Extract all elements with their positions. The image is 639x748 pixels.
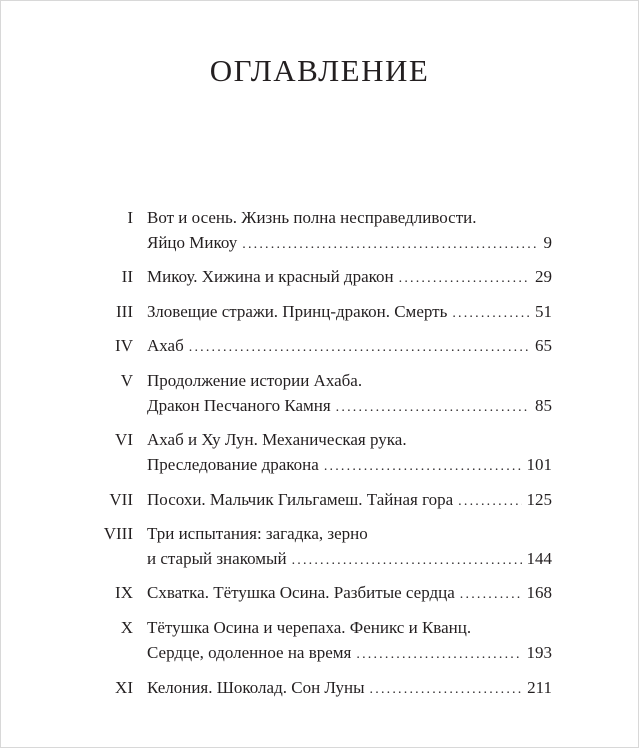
dot-leader [189,336,530,360]
page-number: 51 [535,302,552,321]
chapter-title-text: Преследование дракона [147,455,319,474]
chapter-title-line: Три испытания: загадка, зерно [147,524,368,543]
chapter-title-text: Сердце, одоленное на время [147,643,352,662]
dot-leader [452,302,530,326]
chapter-title-line [147,641,552,667]
chapter-number: VIII [103,524,133,543]
chapter-title-line [147,265,552,291]
chapter-title-text: Дракон Песчаного Камня [147,396,331,415]
page-number: 9 [543,233,552,252]
page-number: 144 [526,549,552,568]
dot-leader [458,490,521,514]
chapter-title-line [147,453,552,479]
chapter-number: VI [115,430,133,449]
chapter-title-text: Микоу. Хижина и красный дракон [147,267,394,286]
page-number: 65 [535,336,552,355]
chapter-title-line [147,676,552,702]
chapter-title-text: Келония. Шоколад. Сон Луны [147,678,365,697]
chapter-title-line [147,394,552,420]
dot-leader [292,549,522,573]
page-number: 193 [526,643,552,662]
chapter-title-line: Вот и осень. Жизнь полна несправедливости. [147,208,477,227]
chapter-title-text: Посохи. Мальчик Гильгамеш. Тайная гора [147,490,454,509]
dot-leader [399,267,530,291]
chapter-title-text: Схватка. Тётушка Осина. Разбитые сердца [147,583,455,602]
chapter-title-text: Зловещие стражи. Принц-дракон. Смерть [147,302,448,321]
dot-leader [460,583,522,607]
chapter-title-line: Ахаб и Ху Лун. Механическая рука. [147,430,407,449]
chapter-title-line: Продолжение истории Ахаба. [147,371,363,390]
page-number: 101 [526,455,552,474]
chapter-number: XI [115,678,133,697]
chapter-title-text: Яйцо Микоу [147,233,238,252]
chapter-number: II [121,267,133,286]
page-number: 125 [526,490,552,509]
page-number: 85 [535,396,552,415]
chapter-number: III [116,302,133,321]
chapter-title-line [147,581,552,607]
page-number: 168 [526,583,552,602]
page-number: 211 [527,678,552,697]
chapter-number: X [120,618,133,637]
chapter-title-line [147,300,552,326]
chapter-title-text: Ахаб [147,336,184,355]
page-number: 29 [535,267,552,286]
dot-leader [336,396,530,420]
page-title: ОГЛАВЛЕНИЕ [209,53,430,88]
chapter-title-line [147,488,552,514]
chapter-number: V [120,371,133,390]
chapter-number: IX [115,583,133,602]
chapter-title-text: и старый знакомый [147,549,287,568]
chapter-number: I [127,208,133,227]
chapter-number: VII [109,490,133,509]
chapter-title-line [147,231,552,257]
dot-leader [356,643,521,667]
dot-leader [324,455,522,479]
chapter-title-line [147,334,552,360]
chapter-title-line: Тётушка Осина и черепаха. Феникс и Кванц. [147,618,472,637]
dot-leader [370,678,523,702]
dot-leader [242,233,538,257]
chapter-title-line [147,547,552,573]
chapter-number: IV [115,336,133,355]
